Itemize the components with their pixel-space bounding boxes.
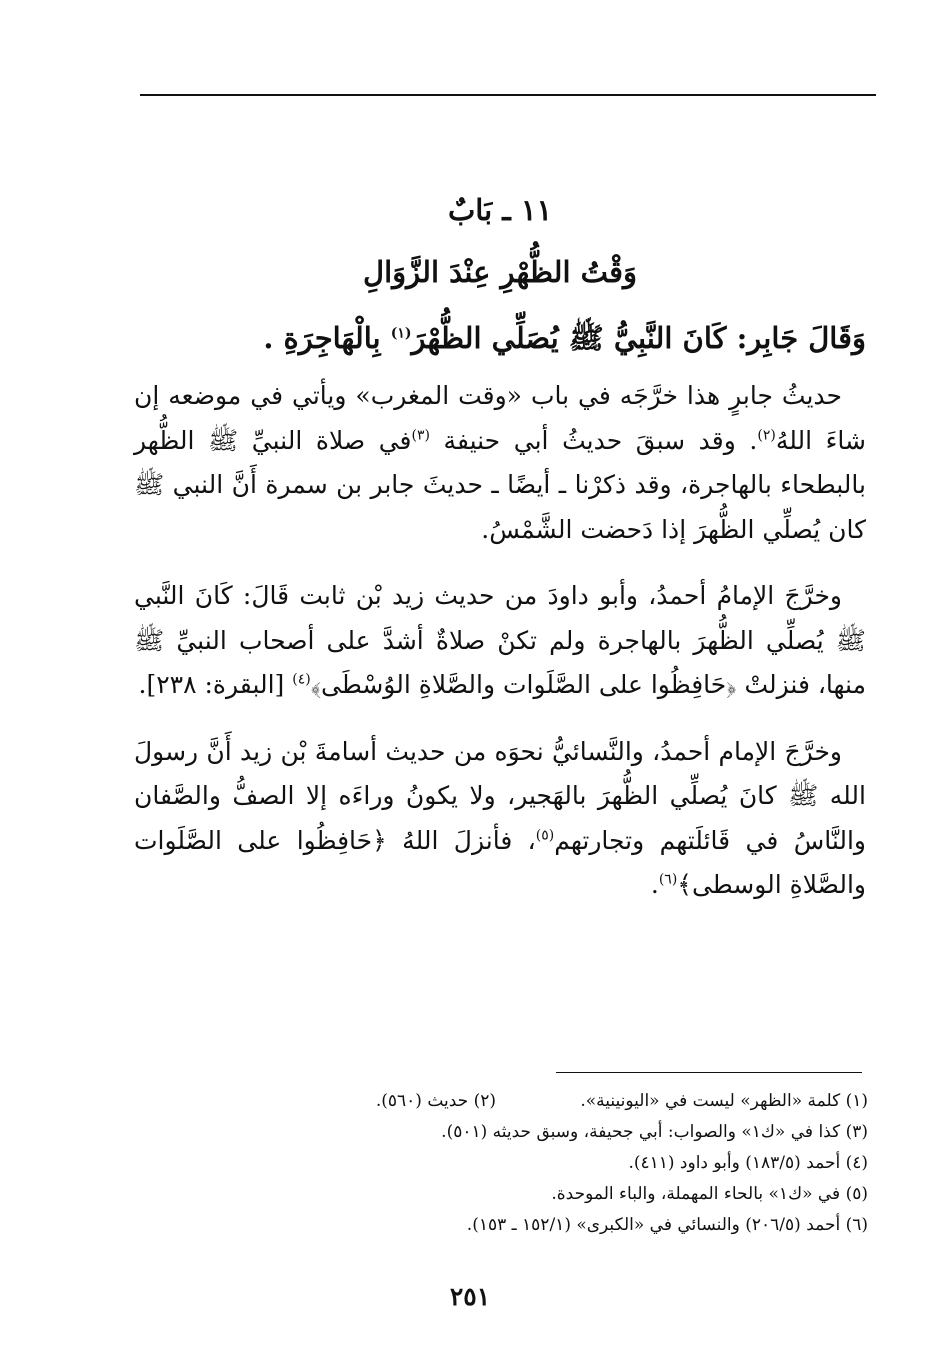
paragraph-2-text-a: وخرَّجَ الإمامُ أحمدُ، وأبو داودَ من حديث زيد بْن ثابت قَالَ: كَانَ النَّبي ﷺ يُصلِّي الظُّهرَ بالهاجرة ولم تكنْ صلاةٌ أشدَّ على أصحاب النبيِّ ﷺ منها، فنزلتْ ﴿حَافِظُوا على الصَّلَوات والصَّلاةِ الوُسْطَى﴾ (134, 581, 866, 699)
paragraph-2 (134, 574, 866, 708)
footnote-row (140, 1086, 868, 1117)
opening-text: وَقَالَ جَابِر: كَانَ النَّبِيُّ ﷺ يُصَلِّي الظُّهْرَ (411, 321, 866, 355)
chapter-number: ١١ ـ بَابٌ (447, 193, 553, 227)
footnote-separator (556, 1072, 862, 1073)
footnote-ref-3: (٣) (411, 427, 430, 444)
paragraph-3-text-b: ، فأنزلَ اللهُ ﴿حَافِظُوا على الصَّلَوات والصَّلاةِ الوسطى﴾ (134, 825, 866, 899)
footnote-ref-2: (٢) (757, 427, 776, 444)
footnote-ref-1: (١) (390, 325, 412, 342)
opening-tail: بِالْهَاجِرَةِ . (263, 321, 381, 355)
header-rule (140, 94, 876, 96)
main-text (134, 188, 866, 908)
chapter-title: وَقْتُ الظُّهْرِ عِنْدَ الزَّوَالِ (363, 255, 637, 289)
footnotes (140, 1086, 868, 1241)
paragraph-1-text-c: في صلاة النبيِّ ﷺ الظُّهر بالبطحاء بالهاجرة، وقد ذكرْنا ـ أيضًا ـ حديثَ جابر بن سمرة أَنَّ النبي ﷺ كان يُصلِّي الظُّهرَ إذا دَحضت الشَّمْسُ. (134, 425, 867, 544)
footnote-3: (٣) كذا في «ك١» والصواب: أبي جحيفة، وسبق حديثه (٥٠١). (441, 1122, 868, 1142)
opening-hadith (134, 314, 866, 362)
paragraph-3 (134, 730, 866, 908)
paragraph-3-text-a: وخرَّجَ الإمام أحمدُ، والنَّسائيُّ نحوَه من حديث أسامةَ بْن زيد أَنَّ رسولَ الله ﷺ كانَ يُصلِّي الظُّهرَ بالهَجير، ولا يكونُ وراءَه إلا الصفُّ والصَّفان والنَّاسُ في قَائلَتهم وتجارتهم (134, 736, 867, 855)
footnote-2: (٢) حديث (٥٦٠). (375, 1091, 496, 1111)
paragraph-2-text-b: [البقرة: ٢٣٨]. (138, 670, 293, 699)
footnote-4: (٤) أحمد (١٨٣/٥) وأبو داود (٤١١). (628, 1153, 868, 1173)
paragraph-3-text-c: . (650, 870, 659, 899)
footnote-6: (٦) أحمد (٢٠٦/٥) والنسائي في «الكبرى» (١٥٢/١ ـ ١٥٣). (466, 1215, 868, 1235)
page-number: ٢٥١ (449, 1282, 491, 1311)
footnote-1: (١) كلمة «الظهر» ليست في «اليونينية». (580, 1091, 868, 1111)
footnote-ref-5: (٥) (535, 827, 555, 844)
paragraph-1-text-b: . وقد سبقَ حديثُ أبي حنيفة (429, 425, 758, 455)
footnote-ref-6: (٦) (658, 871, 678, 888)
paragraph-1 (134, 374, 866, 552)
paragraph-1-text-a: حديثُ جابرٍ هذا خرَّجَه في باب «وقت المغرب» ويأتي في موضعه إن شاءَ اللهُ (134, 381, 866, 455)
footnote-5: (٥) في «ك١» بالحاء المهملة، والباء الموحدة. (551, 1184, 868, 1204)
footnote-ref-4: (٤) (292, 671, 311, 688)
